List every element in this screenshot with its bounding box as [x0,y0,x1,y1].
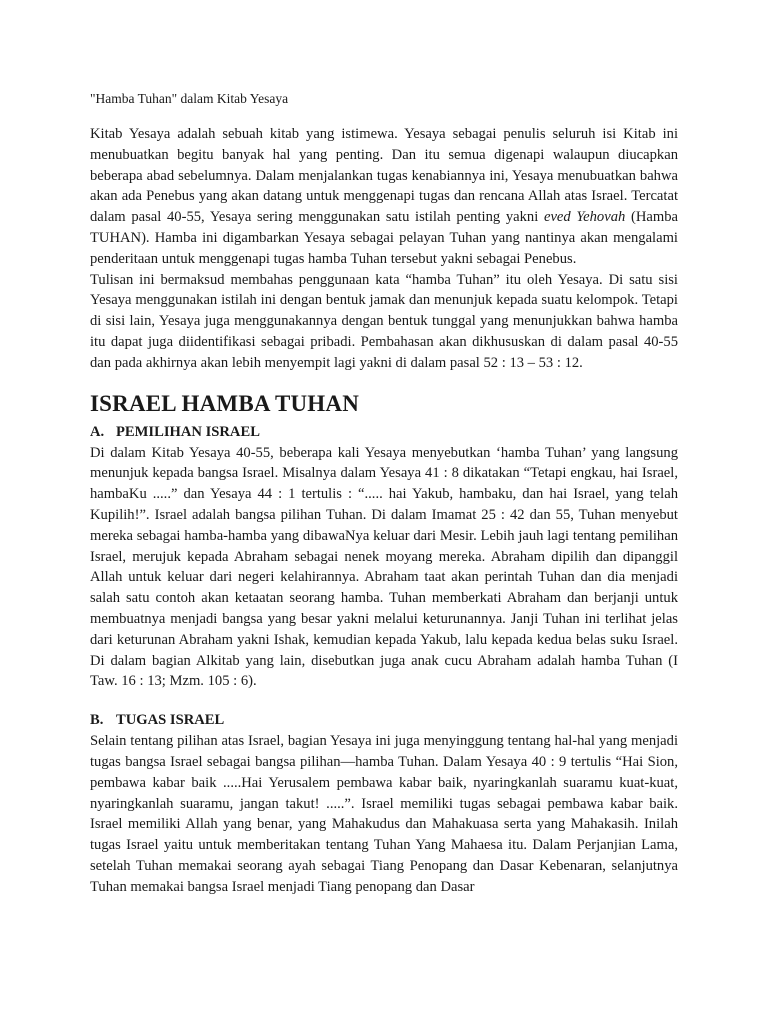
intro-paragraph-1 [90,124,678,270]
subsection-b-heading [90,710,678,730]
subsection-b-paragraph: Selain tentang pilihan atas Israel, bagian Yesaya ini juga menyinggung tentang hal-hal yang menjadi tugas bangsa Israel sebagai bangsa pilihan—hamba Tuhan. Dalam Yesaya 40 : 9 tertulis “Hai Sion, pembawa kabar baik .....Hai Yerusalem pembawa kabar baik, nyaringkanlah suaramu kuat-kuat, nyaringkanlah suaramu, jangan takut! .....”. Israel memiliki tugas sebagai pembawa kabar baik. Israel memiliki Allah yang benar, yang Mahakudus dan Mahakuasa serta yang Mahakasih. Inilah tugas Israel yaitu untuk memberitakan tentang Tuhan Yang Mahaesa itu. Dalam Perjanjian Lama, setelah Tuhan memakai seorang ayah sebagai Tiang Penopang dan Dasar Kebenaran, selanjutnya Tuhan memakai bangsa Israel menjadi Tiang penopang dan Dasar [90,733,678,895]
document-title: "Hamba Tuhan" dalam Kitab Yesaya [90,91,289,106]
subsection-a-heading [90,422,678,442]
subsection-a-number: A. [90,423,105,440]
section-heading: ISRAEL HAMBA TUHAN [90,390,360,416]
intro-text-end: (Hamba TUHAN). Hamba ini digambarkan Yesaya sebagai pelayan Tuhan yang nantinya akan mengalami penderitaan untuk menggenapi tugas hamba Tuhan tersebut yakni sebagai Penebus. [90,209,678,267]
intro-italic-term: eved Yehovah [543,209,626,226]
subsection-b-number: B. [90,712,104,729]
subsection-a-title: PEMILIHAN ISRAEL [116,423,260,440]
subsection-b-title: TUGAS ISRAEL [116,712,225,729]
document-page [90,90,678,898]
intro-text-start: Kitab Yesaya adalah sebuah kitab yang istimewa. Yesaya sebagai penulis seluruh isi Kitab ini menubuatkan begitu banyak hal yang penting. Dan itu semua digenapi walaupun diucapkan beberapa abad sebelumnya. Dalam menjalankan tugas kenabiannya ini, Yesaya menubuatkan bahwa akan ada Penebus yang akan datang untuk menggenapi tugas dan rencana Allah atas Israel. Tercatat dalam pasal 40-55, Yesaya sering menggunakan satu istilah penting yakni [90,126,678,226]
intro-paragraph-2: Tulisan ini bermaksud membahas penggunaan kata “hamba Tuhan” itu oleh Yesaya. Di satu sisi Yesaya menggunakan istilah ini dengan bentuk jamak dan menunjuk kepada suatu kelompok. Tetapi di sisi lain, Yesaya juga menggunakannya dengan bentuk tunggal yang menunjukkan bahwa hamba itu dapat juga diidentifikasi sebagai pribadi. Pembahasan akan dikhususkan di dalam pasal 40-55 dan pada akhirnya akan lebih menyempit lagi yakni di dalam pasal 52 : 13 – 53 : 12. [90,271,678,371]
subsection-a-paragraph: Di dalam Kitab Yesaya 40-55, beberapa kali Yesaya menyebutkan ‘hamba Tuhan’ yang langsung menunjuk kepada bangsa Israel. Misalnya dalam Yesaya 41 : 8 dikatakan “Tetapi engkau, hai Israel, hambaKu .....” dan Yesaya 44 : 1 tertulis : “..... hai Yakub, hambaku, dan hai Israel, yang telah Kupilih!”. Israel adalah bangsa pilihan Tuhan. Di dalam Imamat 25 : 42 dan 55, Tuhan menyebut mereka sebagai hamba-hamba yang dibawaNya keluar dari Mesir. Lebih jauh lagi tentang pemilihan Israel, merujuk kepada Abraham sebagai nenek moyang mereka. Abraham dipilih dan dipanggil Allah untuk keluar dari negeri kelahirannya. Abraham taat akan perintah Tuhan dan dia menjadi salah satu contoh akan ketaatan seorang hamba. Tuhan memberkati Abraham dan berjanji untuk membuatnya menjadi bangsa yang besar yakni melalui keturunannya. Janji Tuhan ini terlihat jelas dari keturunan Abraham yakni Ishak, kemudian kepada Yakub, lalu kepada kedua belas suku Israel. Di dalam bagian Alkitab yang lain, disebutkan juga anak cucu Abraham adalah hamba Tuhan (I Taw. 16 : 13; Mzm. 105 : 6). [90,444,678,690]
